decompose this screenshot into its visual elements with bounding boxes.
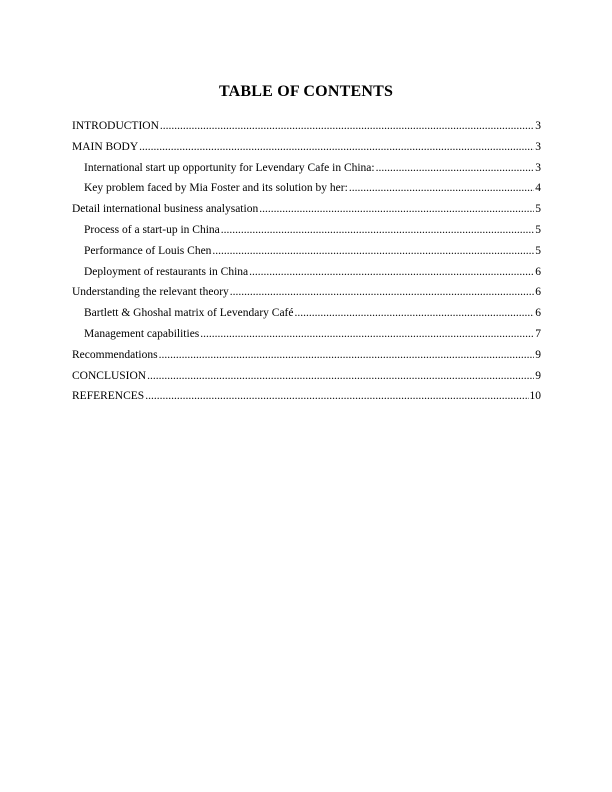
toc-entry-text: International start up opportunity for Levendary Cafe in China:: [84, 161, 375, 174]
toc-entry-text: Performance of Louis Chen: [84, 244, 212, 257]
dot-leader: [139, 137, 534, 158]
toc-entry-references[interactable]: [72, 386, 541, 407]
toc-entry-text: Bartlett & Ghoshal matrix of Levendary Café: [84, 307, 294, 320]
toc-page-number: 10: [529, 390, 541, 403]
toc-entry-text: Understanding the relevant theory: [72, 286, 229, 299]
table-of-contents: [72, 116, 541, 407]
dot-leader: [349, 178, 534, 199]
dot-leader: [145, 386, 528, 407]
toc-entry-text: Recommendations: [72, 348, 158, 361]
dot-leader: [259, 199, 534, 220]
toc-page-number: 3: [535, 140, 541, 153]
toc-entry-recommendations[interactable]: [72, 345, 541, 366]
toc-entry-text: INTRODUCTION: [72, 120, 159, 132]
toc-entry-relevant-theory[interactable]: [72, 282, 541, 303]
dot-leader: [147, 366, 534, 387]
toc-entry-process-start-up[interactable]: [72, 220, 541, 241]
toc-entry-text: Management capabilities: [84, 327, 200, 340]
toc-page-number: 6: [535, 265, 541, 278]
dot-leader: [376, 158, 535, 179]
toc-entry-introduction[interactable]: [72, 116, 541, 137]
dot-leader: [212, 241, 534, 262]
toc-page-number: 5: [535, 203, 541, 216]
dot-leader: [230, 282, 534, 303]
toc-page-number: 3: [535, 120, 541, 132]
toc-page-number: 6: [535, 286, 541, 299]
toc-page-number: 5: [535, 244, 541, 257]
dot-leader: [295, 303, 535, 324]
dot-leader: [200, 324, 534, 345]
toc-entry-main-body[interactable]: [72, 137, 541, 158]
toc-page-number: 5: [535, 223, 541, 236]
toc-entry-deployment-restaurants[interactable]: [72, 262, 541, 283]
toc-entry-detail-analysation[interactable]: [72, 199, 541, 220]
dot-leader: [249, 262, 534, 283]
dot-leader: [221, 220, 535, 241]
toc-page-number: 3: [535, 161, 541, 174]
toc-entry-text: Key problem faced by Mia Foster and its solution by her:: [84, 182, 348, 195]
toc-entry-text: MAIN BODY: [72, 140, 139, 153]
toc-entry-conclusion[interactable]: [72, 366, 541, 387]
dot-leader: [159, 345, 535, 366]
toc-page-number: 7: [535, 327, 541, 340]
toc-page-number: 9: [535, 348, 541, 361]
toc-entry-text: Process of a start-up in China: [84, 223, 220, 236]
toc-entry-performance-louis-chen[interactable]: [72, 241, 541, 262]
toc-entry-text: CONCLUSION: [72, 369, 147, 382]
toc-title: TABLE OF CONTENTS: [218, 83, 394, 100]
toc-entry-text: Deployment of restaurants in China: [84, 265, 249, 278]
dot-leader: [160, 116, 534, 137]
toc-entry-text: Detail international business analysation: [72, 203, 259, 216]
toc-entry-text: REFERENCES: [72, 390, 145, 403]
toc-page-number: 6: [535, 307, 541, 320]
toc-entry-management-capabilities[interactable]: [72, 324, 541, 345]
toc-entry-international-start-up[interactable]: [72, 158, 541, 179]
toc-entry-bartlett-ghoshal[interactable]: [72, 303, 541, 324]
toc-page-number: 9: [535, 369, 541, 382]
toc-page-number: 4: [535, 182, 541, 195]
toc-entry-key-problem[interactable]: [72, 178, 541, 199]
